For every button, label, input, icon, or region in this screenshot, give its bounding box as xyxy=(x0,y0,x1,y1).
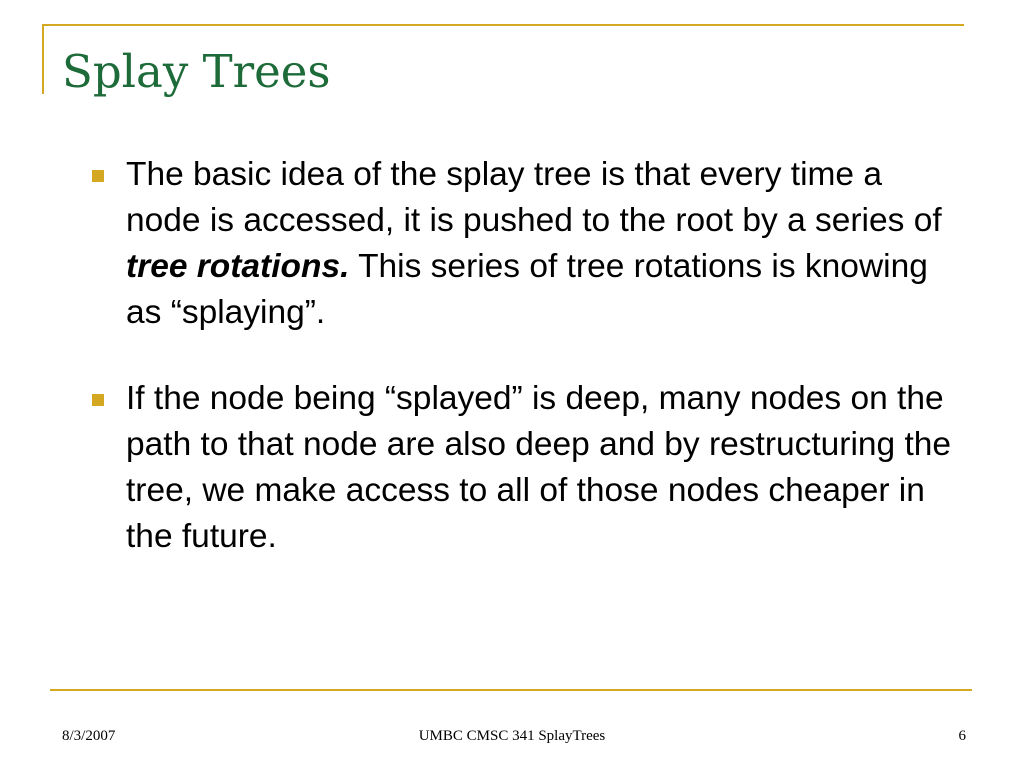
bullet-item xyxy=(92,376,962,560)
square-bullet-icon xyxy=(92,170,104,182)
bullet-emphasis-text: tree rotations. xyxy=(126,248,350,285)
footer-date: 8/3/2007 xyxy=(62,728,116,744)
bullet-text-segment: If the node being “splayed” is deep, many nodes on the path to that node are also deep and by restructuring the tree, we make access to all of those nodes cheaper in the future. xyxy=(126,380,952,555)
bullet-text-segment: The basic idea of the splay tree is that every time a node is accessed, it is pushed to the root by a series of xyxy=(126,156,942,239)
slide-title: Splay Trees xyxy=(62,45,331,98)
bullet-list xyxy=(92,152,962,560)
bullet-text-segment: This series of tree rotations is knowing as “splaying”. xyxy=(126,248,928,331)
footer-course-title: UMBC CMSC 341 SplayTrees xyxy=(418,728,606,744)
frame-top-rule xyxy=(42,24,964,26)
bullet-item xyxy=(92,152,962,336)
page-number: 6 xyxy=(958,728,966,744)
footer-rule xyxy=(50,689,972,691)
square-bullet-icon xyxy=(92,394,104,406)
frame-left-rule xyxy=(42,24,44,94)
